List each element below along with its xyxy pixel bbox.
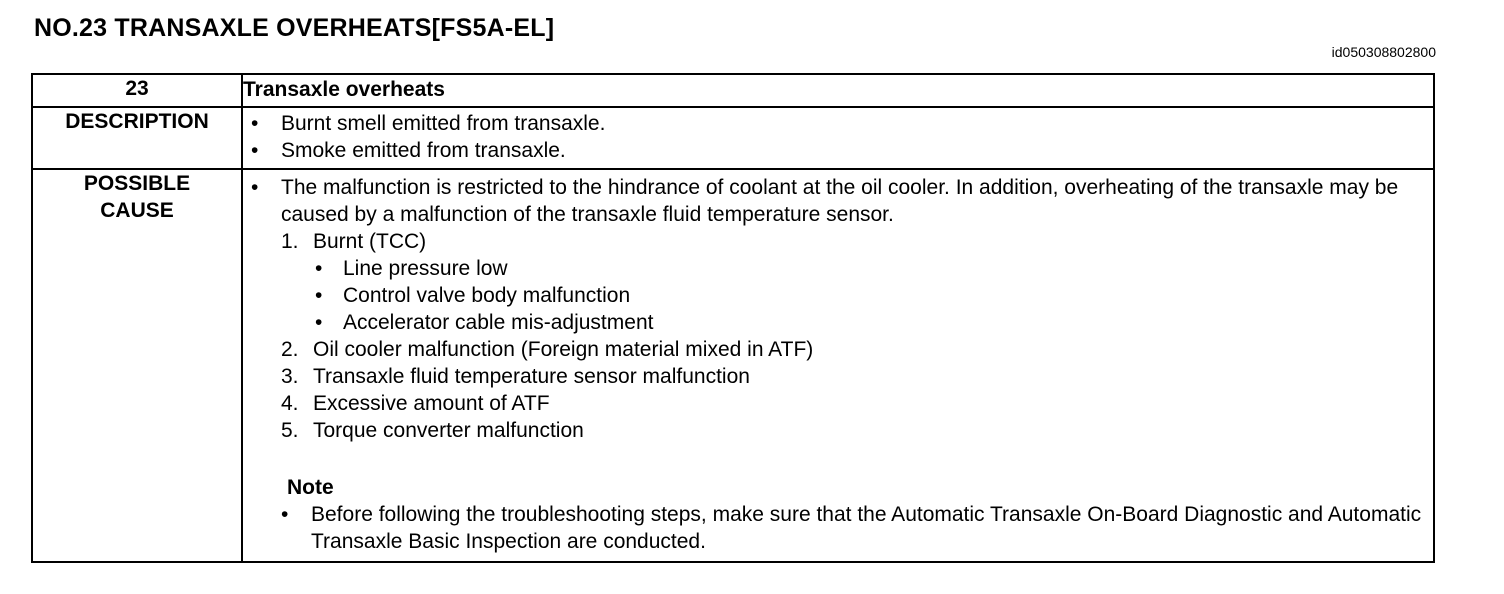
symptom-number: 23 bbox=[32, 74, 242, 107]
cause-number: 1. bbox=[281, 230, 299, 253]
cause-item bbox=[243, 390, 1433, 417]
cause-item bbox=[243, 417, 1433, 444]
description-content bbox=[242, 107, 1434, 169]
cause-subitem: • Line pressure low bbox=[243, 255, 1433, 282]
troubleshooting-table bbox=[31, 73, 1435, 563]
symptom-title: Transaxle overheats bbox=[242, 74, 1434, 107]
cause-text: Burnt (TCC) bbox=[313, 230, 427, 253]
cause-number: 4. bbox=[281, 392, 299, 415]
cause-item bbox=[243, 228, 1433, 255]
cause-text: Oil cooler malfunction (Foreign material mixed in ATF) bbox=[313, 338, 814, 361]
description-label: DESCRIPTION bbox=[32, 107, 242, 169]
description-item: • Burnt smell emitted from transaxle. bbox=[243, 110, 1433, 137]
cause-number: 3. bbox=[281, 365, 299, 388]
cause-intro: • The malfunction is restricted to the hindrance of coolant at the oil cooler. In addition, overheating of the transaxle may be caused by a malfunction of the transaxle fluid temperature sensor. bbox=[243, 174, 1433, 228]
cause-text: Torque converter malfunction bbox=[313, 419, 584, 442]
spacer bbox=[243, 444, 1433, 471]
description-list bbox=[243, 110, 1433, 164]
possible-cause-row bbox=[32, 169, 1434, 562]
cause-subitem: • Control valve body malfunction bbox=[243, 282, 1433, 309]
document-id: id050308802800 bbox=[1331, 44, 1436, 60]
cause-item bbox=[243, 363, 1433, 390]
possible-cause-label-line2: CAUSE bbox=[100, 199, 174, 222]
cause-number: 2. bbox=[281, 338, 299, 361]
possible-cause-label bbox=[32, 169, 242, 562]
page-title: NO.23 TRANSAXLE OVERHEATS[FS5A-EL] bbox=[34, 14, 555, 42]
cause-text: Excessive amount of ATF bbox=[313, 392, 550, 415]
cause-text: Transaxle fluid temperature sensor malfunction bbox=[313, 365, 750, 388]
cause-subitem: • Accelerator cable mis-adjustment bbox=[243, 309, 1433, 336]
note-heading: Note bbox=[287, 476, 334, 499]
description-item: • Smoke emitted from transaxle. bbox=[243, 137, 1433, 164]
cause-number: 5. bbox=[281, 419, 299, 442]
cause-item bbox=[243, 336, 1433, 363]
note-text: • Before following the troubleshooting steps, make sure that the Automatic Transaxle On-Board Diagnostic and Automatic Transaxle Basic Inspection are conducted. bbox=[243, 501, 1433, 555]
possible-cause-content bbox=[242, 169, 1434, 562]
table-header-row bbox=[32, 74, 1434, 107]
description-row bbox=[32, 107, 1434, 169]
possible-cause-label-line1: POSSIBLE bbox=[83, 172, 191, 195]
